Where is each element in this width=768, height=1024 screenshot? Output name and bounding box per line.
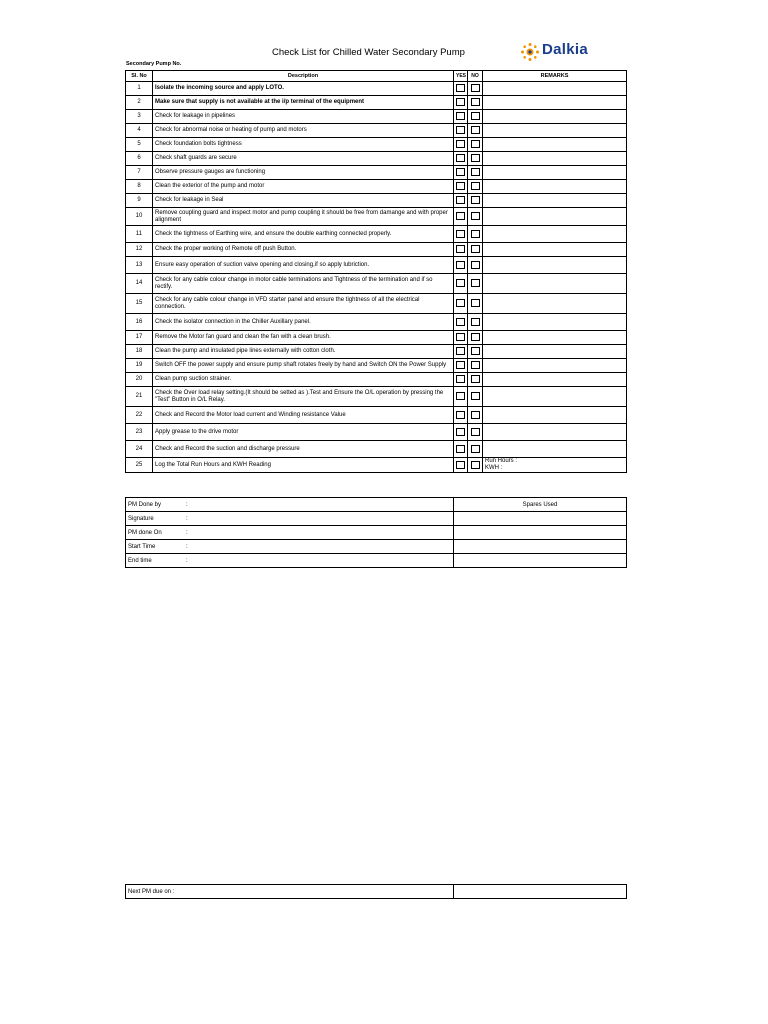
page-title: Check List for Chilled Water Secondary Pump [272,47,465,58]
no-cell [468,124,483,138]
yes-checkbox[interactable] [456,347,465,355]
yes-cell [454,110,468,124]
yes-checkbox[interactable] [456,299,465,307]
no-cell [468,166,483,180]
checklist-row [126,110,627,124]
remarks-cell[interactable] [483,124,627,138]
yes-checkbox[interactable] [456,212,465,220]
col-header-description: Description [153,71,454,82]
row-number: 10 [126,208,153,226]
pm-done-on-label: PM done On [128,529,162,536]
no-checkbox[interactable] [471,299,480,307]
checklist-row [126,138,627,152]
no-cell [468,152,483,166]
yes-cell [454,166,468,180]
row-description: Remove coupling guard and inspect motor and pump coupling it should be free from damange and with proper alignment [153,208,454,226]
row-description: Check the proper working of Remote off push Button. [153,243,454,257]
yes-checkbox[interactable] [456,428,465,436]
remarks-cell[interactable] [483,345,627,359]
row-description: Check the Over load relay setting.(It should be setted as ).Test and Ensure the O/L operation by pressing the "Test" Button in O/L Relay. [153,387,454,407]
yes-checkbox[interactable] [456,154,465,162]
row-number: 11 [126,226,153,243]
col-header-slno: Sl. No [126,71,153,82]
no-checkbox[interactable] [471,84,480,92]
checklist-row [126,243,627,257]
spares-used-field[interactable] [454,526,627,540]
no-cell [468,331,483,345]
yes-cell [454,407,468,424]
row-number: 21 [126,387,153,407]
remarks-cell[interactable] [483,331,627,345]
yes-cell [454,294,468,314]
col-header-remarks: REMARKS [483,71,627,82]
yes-cell [454,441,468,458]
row-number: 1 [126,82,153,96]
yes-checkbox[interactable] [456,98,465,106]
remarks-cell[interactable] [483,208,627,226]
col-header-yes: YES [454,71,468,82]
no-cell [468,294,483,314]
row-description: Check for any cable colour change in motor cable terminations and Tightness of the termination and if so rectify. [153,274,454,294]
row-description: Check foundation bolts tightness [153,138,454,152]
spares-used-field[interactable] [454,512,627,526]
no-cell [468,243,483,257]
spares-used-field[interactable] [454,540,627,554]
row-number: 24 [126,441,153,458]
row-number: 9 [126,194,153,208]
remarks-cell[interactable] [483,82,627,96]
no-cell [468,257,483,274]
row-number: 14 [126,274,153,294]
row-number: 18 [126,345,153,359]
no-cell [468,345,483,359]
row-description: Make sure that supply is not available at the i/p terminal of the equipment [153,96,454,110]
no-cell [468,82,483,96]
no-checkbox[interactable] [471,168,480,176]
checklist-row [126,359,627,373]
row-description: Check and Record the Motor load current and Winding resistance Value [153,407,454,424]
remarks-cell[interactable] [483,294,627,314]
yes-cell [454,458,468,473]
yes-checkbox[interactable] [456,230,465,238]
row-number: 2 [126,96,153,110]
yes-cell [454,345,468,359]
checklist-row [126,274,627,294]
checklist-table [125,70,627,473]
remarks-cell[interactable] [483,243,627,257]
yes-checkbox[interactable] [456,361,465,369]
row-number: 15 [126,294,153,314]
no-checkbox[interactable] [471,411,480,419]
col-header-no: NO [468,71,483,82]
no-checkbox[interactable] [471,230,480,238]
yes-cell [454,194,468,208]
checklist-row [126,458,627,473]
no-checkbox[interactable] [471,428,480,436]
no-cell [468,226,483,243]
no-cell [468,314,483,331]
row-number: 7 [126,166,153,180]
no-checkbox[interactable] [471,375,480,383]
row-description: Apply grease to the drive motor [153,424,454,441]
no-cell [468,359,483,373]
row-description: Check for leakage in pipelines [153,110,454,124]
row-number: 22 [126,407,153,424]
yes-cell [454,180,468,194]
row-description: Isolate the incoming source and apply LOTO. [153,82,454,96]
remarks-cell[interactable] [483,387,627,407]
remarks-cell[interactable] [483,166,627,180]
no-cell [468,387,483,407]
no-cell [468,441,483,458]
row-description: Switch OFF the power supply and ensure pump shaft rotates freely by hand and Switch ON the Power Supply [153,359,454,373]
yes-cell [454,82,468,96]
pump-number-label: Secondary Pump No. [126,61,182,67]
no-checkbox[interactable] [471,279,480,287]
checklist-row [126,180,627,194]
no-cell [468,96,483,110]
row-number: 3 [126,110,153,124]
checklist-row [126,424,627,441]
yes-cell [454,257,468,274]
yes-cell [454,274,468,294]
checklist-row [126,441,627,458]
no-checkbox[interactable] [471,392,480,400]
yes-checkbox[interactable] [456,168,465,176]
row-description: Log the Total Run Hours and KWH Reading [153,458,454,473]
run-hours-label: Run Hours : [485,458,518,464]
remarks-cell[interactable] [483,110,627,124]
yes-checkbox[interactable] [456,245,465,253]
row-description: Clean the pump and insulated pipe lines externally with cotton cloth. [153,345,454,359]
row-number: 6 [126,152,153,166]
checklist-row [126,345,627,359]
yes-cell [454,387,468,407]
yes-cell [454,314,468,331]
row-description: Check the isolator connection in the Chiller Auxillary panel. [153,314,454,331]
checklist-row [126,166,627,180]
row-number: 16 [126,314,153,331]
no-cell [468,458,483,473]
logo-text: Dalkia [542,41,588,58]
yes-checkbox[interactable] [456,318,465,326]
yes-checkbox[interactable] [456,461,465,469]
checklist-row [126,257,627,274]
pm-done-on-field[interactable] [126,526,454,540]
remarks-cell[interactable] [483,96,627,110]
yes-cell [454,359,468,373]
row-description: Check shaft guards are secure [153,152,454,166]
row-number: 13 [126,257,153,274]
row-description: Check and Record the suction and discharge pressure [153,441,454,458]
checklist-row [126,82,627,96]
remarks-cell[interactable] [483,257,627,274]
remarks-cell[interactable] [483,424,627,441]
no-checkbox[interactable] [471,140,480,148]
start-time-label: Start Time [128,543,156,550]
yes-checkbox[interactable] [456,375,465,383]
signoff-table [125,497,627,568]
colon: : [186,543,188,550]
checklist-row [126,387,627,407]
no-checkbox[interactable] [471,461,480,469]
no-checkbox[interactable] [471,445,480,453]
row-number: 25 [126,458,153,473]
row-description: Clean pump suction strainer. [153,373,454,387]
row-description: Observe pressure gauges are functioning [153,166,454,180]
yes-checkbox[interactable] [456,140,465,148]
no-checkbox[interactable] [471,361,480,369]
no-cell [468,407,483,424]
remarks-cell[interactable] [483,407,627,424]
yes-checkbox[interactable] [456,279,465,287]
no-cell [468,180,483,194]
dalkia-logo [520,40,620,64]
pm-done-by-field[interactable] [126,498,454,512]
colon: : [186,501,188,508]
no-checkbox[interactable] [471,347,480,355]
remarks-cell[interactable] [483,274,627,294]
no-checkbox[interactable] [471,318,480,326]
row-number: 12 [126,243,153,257]
row-number: 8 [126,180,153,194]
no-checkbox[interactable] [471,98,480,106]
no-checkbox[interactable] [471,196,480,204]
no-cell [468,424,483,441]
remarks-cell[interactable] [483,152,627,166]
remarks-cell[interactable] [483,138,627,152]
checklist-row [126,314,627,331]
row-number: 17 [126,331,153,345]
checklist-row [126,226,627,243]
checklist-row [126,194,627,208]
remarks-cell[interactable] [483,441,627,458]
checklist-row [126,96,627,110]
checklist-row [126,331,627,345]
next-pm-table [125,884,627,899]
checklist-row [126,124,627,138]
row-description: Clean the exterior of the pump and motor [153,180,454,194]
no-checkbox[interactable] [471,212,480,220]
row-number: 5 [126,138,153,152]
yes-cell [454,331,468,345]
next-pm-remarks-field[interactable] [454,885,627,899]
no-checkbox[interactable] [471,261,480,269]
yes-cell [454,138,468,152]
colon: : [186,515,188,522]
no-cell [468,194,483,208]
start-time-field[interactable] [126,540,454,554]
yes-checkbox[interactable] [456,411,465,419]
remarks-cell[interactable] [483,359,627,373]
yes-cell [454,208,468,226]
spares-used-field[interactable] [454,554,627,568]
yes-cell [454,424,468,441]
remarks-cell[interactable] [483,194,627,208]
no-cell [468,373,483,387]
row-number: 19 [126,359,153,373]
end-time-field[interactable] [126,554,454,568]
yes-cell [454,243,468,257]
yes-checkbox[interactable] [456,261,465,269]
no-cell [468,110,483,124]
yes-checkbox[interactable] [456,196,465,204]
spares-used-label: Spares Used [454,498,627,512]
no-checkbox[interactable] [471,126,480,134]
checklist-row [126,208,627,226]
yes-cell [454,96,468,110]
yes-checkbox[interactable] [456,392,465,400]
pm-done-by-label: PM Done by [128,501,162,508]
no-checkbox[interactable] [471,112,480,120]
row-description: Remove the Motor fan guard and clean the fan with a clean brush. [153,331,454,345]
row-description: Check for leakage in Seal [153,194,454,208]
yes-checkbox[interactable] [456,126,465,134]
row-description: Check the tightness of Earthing wire, and ensure the double earthing connected properly. [153,226,454,243]
checklist-row [126,294,627,314]
checklist-row [126,407,627,424]
colon: : [186,529,188,536]
signature-label: Signature [128,515,154,522]
colon: : [186,557,188,564]
row-description: Check for any cable colour change in VFD starter panel and ensure the tightness of all the electrical connection. [153,294,454,314]
no-cell [468,274,483,294]
remarks-cell[interactable] [483,226,627,243]
no-checkbox[interactable] [471,182,480,190]
remarks-cell[interactable] [483,314,627,331]
remarks-cell[interactable] [483,373,627,387]
next-pm-due-field[interactable]: Next PM due on : [126,885,454,899]
yes-checkbox[interactable] [456,112,465,120]
row-description: Ensure easy operation of suction valve opening and closing,if so apply lubriction. [153,257,454,274]
yes-checkbox[interactable] [456,182,465,190]
signature-field[interactable] [126,512,454,526]
row-description: Check for abnormal noise or heating of pump and motors [153,124,454,138]
yes-cell [454,124,468,138]
row-number: 20 [126,373,153,387]
yes-checkbox[interactable] [456,445,465,453]
remarks-cell[interactable] [483,180,627,194]
checklist-row [126,373,627,387]
yes-cell [454,373,468,387]
end-time-label: End time [128,557,152,564]
checklist-row [126,152,627,166]
yes-checkbox[interactable] [456,84,465,92]
sun-logo-icon [520,42,540,62]
no-checkbox[interactable] [471,245,480,253]
kwh-label: KWH : [485,465,503,471]
remarks-cell[interactable] [483,458,627,473]
no-checkbox[interactable] [471,154,480,162]
no-checkbox[interactable] [471,333,480,341]
no-cell [468,208,483,226]
row-number: 23 [126,424,153,441]
yes-checkbox[interactable] [456,333,465,341]
row-number: 4 [126,124,153,138]
yes-cell [454,226,468,243]
yes-cell [454,152,468,166]
no-cell [468,138,483,152]
